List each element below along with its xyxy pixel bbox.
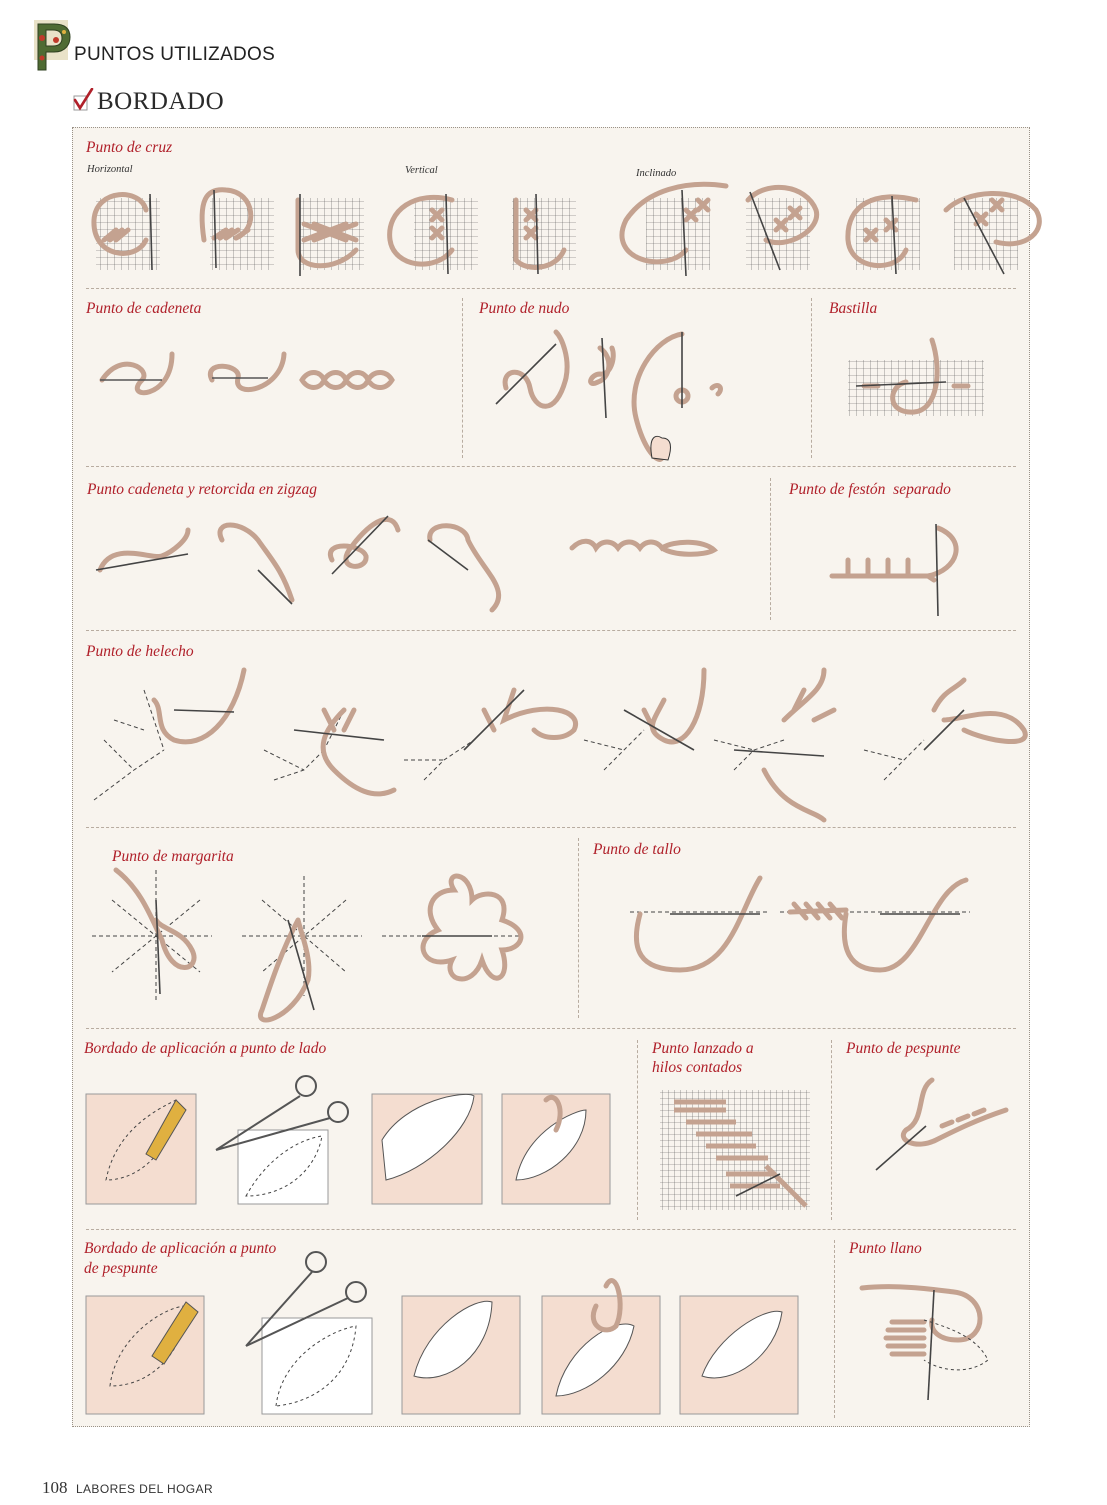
row-divider	[86, 827, 1016, 828]
backstitch-illustration	[866, 1070, 1016, 1180]
caption-punto-llano: Punto llano	[849, 1240, 922, 1257]
caption-punto-de-cruz: Punto de cruz	[86, 139, 173, 156]
caption-aplicacion-pespunte-line2: de pespunte	[84, 1260, 158, 1277]
column-divider	[462, 298, 463, 458]
row-divider	[86, 630, 1016, 631]
subcaption-vertical: Vertical	[405, 165, 438, 176]
caption-aplicacion-pespunte-line1: Bordado de aplicación a punto	[84, 1240, 277, 1257]
applique-backstitch-illustration	[86, 1246, 826, 1421]
column-divider	[831, 1040, 832, 1220]
stem-stitch-illustration	[630, 870, 980, 980]
row-divider	[86, 1028, 1016, 1029]
cross-stitch-illustrations	[86, 180, 1046, 280]
fern-stitch-illustration	[84, 660, 1034, 825]
magazine-name: LABORES DEL HOGAR	[75, 1482, 214, 1496]
lazy-daisy-stitch-illustration	[92, 860, 542, 1025]
checkbox-check-icon	[72, 88, 94, 112]
blanket-stitch-illustration	[828, 520, 988, 620]
chain-stitch-illustration	[92, 340, 412, 430]
column-divider	[811, 298, 812, 458]
caption-punto-de-nudo: Punto de nudo	[479, 300, 570, 317]
caption-bastilla: Bastilla	[829, 300, 878, 317]
caption-punto-de-margarita: Punto de margarita	[112, 848, 234, 865]
page-header-title: PUNTOS UTILIZADOS	[74, 44, 276, 65]
section-title: BORDADO	[97, 88, 225, 115]
row-divider	[86, 1229, 1016, 1230]
caption-punto-de-helecho: Punto de helecho	[86, 643, 194, 660]
column-divider	[578, 838, 579, 1018]
caption-aplicacion-punto-de-lado: Bordado de aplicación a punto de lado	[84, 1040, 327, 1057]
caption-lanzado-line2: hilos contados	[652, 1059, 742, 1076]
zigzag-chain-stitch-illustration	[92, 500, 732, 620]
column-divider	[770, 478, 771, 620]
column-divider	[834, 1240, 835, 1418]
caption-punto-de-feston: Punto de festón separado	[789, 481, 951, 498]
caption-lanzado-line1: Punto lanzado a	[652, 1040, 754, 1057]
caption-punto-de-pespunte: Punto de pespunte	[846, 1040, 961, 1057]
page-footer	[42, 1478, 213, 1498]
caption-punto-cadeneta-zigzag: Punto cadeneta y retorcida en zigzag	[87, 481, 318, 498]
applique-side-stitch-illustration	[86, 1070, 616, 1210]
subcaption-inclinado: Inclinado	[636, 168, 677, 179]
subcaption-horizontal: Horizontal	[87, 164, 133, 175]
row-divider	[86, 288, 1016, 289]
caption-punto-de-cadeneta: Punto de cadeneta	[86, 300, 202, 317]
caption-punto-de-tallo: Punto de tallo	[593, 841, 681, 858]
counted-thread-laid-stitch-illustration	[656, 1086, 816, 1218]
decorative-initial-p-logo	[28, 18, 74, 76]
column-divider	[637, 1040, 638, 1220]
running-stitch-illustration	[842, 340, 992, 430]
satin-stitch-illustration	[858, 1280, 998, 1410]
knot-stitch-illustration	[486, 318, 746, 468]
page-number: 108	[42, 1478, 68, 1497]
